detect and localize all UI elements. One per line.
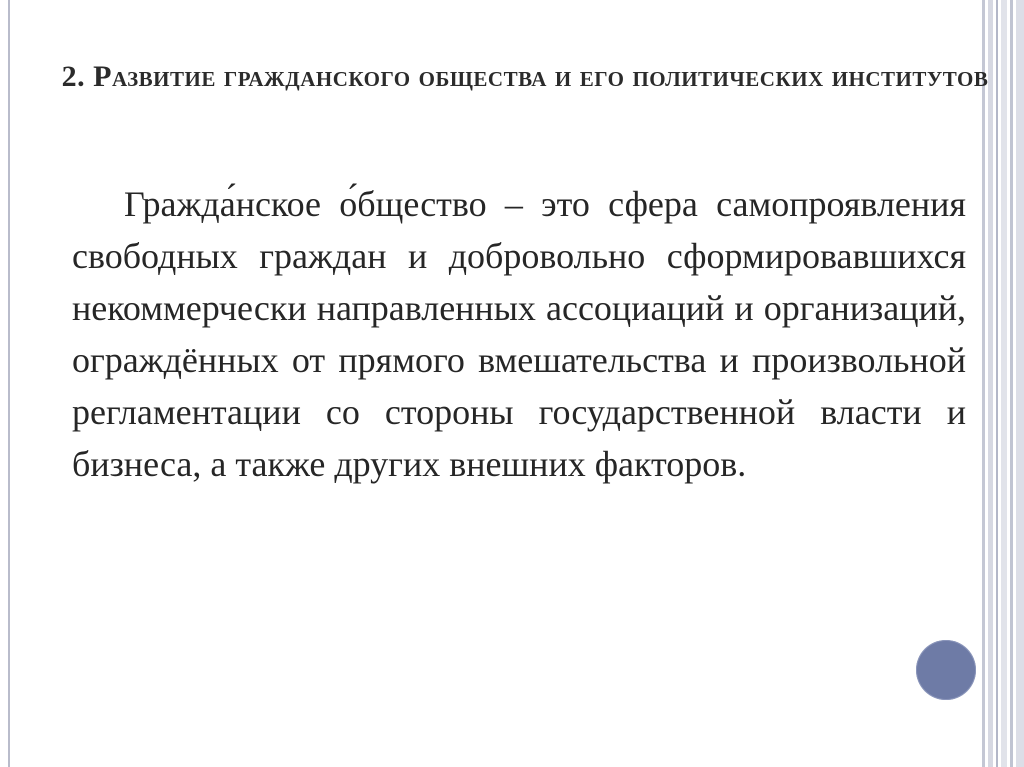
border-stripe	[988, 0, 993, 767]
slide-body-text: Гражда́нское о́бщество – это сфера самопроявления свободных граждан и добровольно сформировавшихся некоммерчески направленных ассоциаций и организаций, ограждённых от прямого вмешательства и произвольной регламентации со стороны государственной власти и бизнеса, а также других внешних факторов.	[72, 184, 966, 484]
border-stripe	[996, 0, 998, 767]
border-stripe	[1010, 0, 1013, 767]
border-stripe	[1016, 0, 1024, 767]
right-striped-border	[982, 0, 1024, 767]
border-stripe	[1001, 0, 1007, 767]
slide-title: 2. Развитие гражданского общества и его политических институтов	[61, 60, 989, 93]
left-border-line	[8, 0, 10, 767]
decorative-circle	[916, 640, 976, 700]
border-stripe	[982, 0, 985, 767]
